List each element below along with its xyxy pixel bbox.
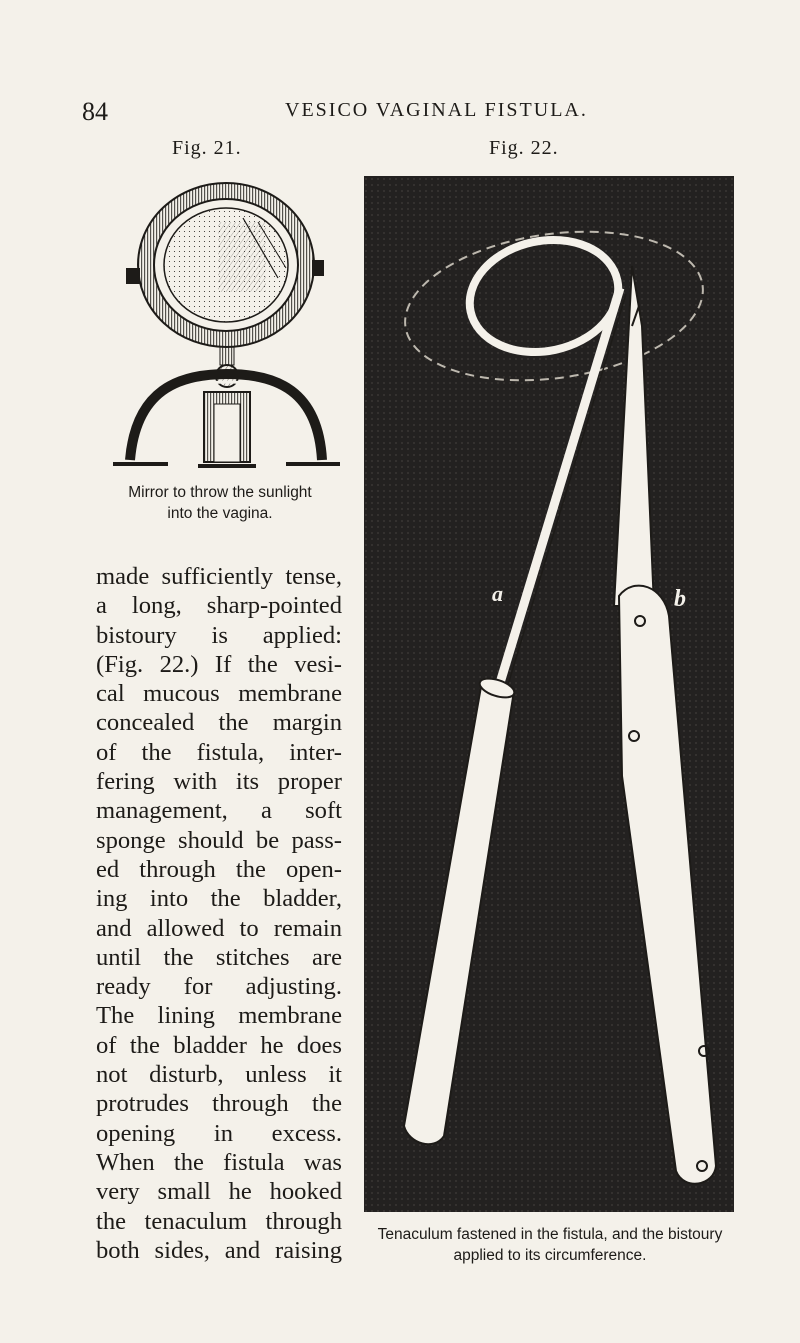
marker-b: b	[674, 586, 686, 612]
text-line: cal mucous membrane	[96, 680, 342, 708]
caption-line: into the vagina.	[167, 505, 273, 522]
text-line: protrudes through the	[96, 1090, 342, 1118]
marker-a: a	[492, 581, 503, 606]
text-line: fering with its proper	[96, 768, 342, 796]
tenaculum-bistoury-illustration	[364, 176, 734, 1212]
text-line: very small he hooked	[96, 1178, 342, 1206]
text-line: (Fig. 22.) If the vesi-	[96, 650, 342, 678]
text-line: ed through the open-	[96, 855, 342, 883]
figure-21-caption	[90, 482, 350, 524]
text-line: the tenaculum through	[96, 1207, 342, 1235]
text-line: made sufficiently tense,	[96, 563, 342, 590]
text-line: When the fistula was	[96, 1148, 342, 1176]
caption-line: applied to its circumference.	[453, 1247, 647, 1264]
text-line: both sides, and raising	[96, 1236, 342, 1264]
text-line: of the fistula, inter-	[96, 738, 342, 766]
text-line: ing into the bladder,	[96, 885, 342, 913]
body-paragraph	[96, 562, 342, 1265]
text-line: of the bladder he does	[96, 1031, 342, 1059]
figure-21-label: Fig. 21.	[172, 137, 242, 159]
running-head: VESICO VAGINAL FISTULA.	[285, 99, 588, 121]
text-line: ready for adjusting.	[96, 973, 342, 1001]
text-line: The lining membrane	[96, 1002, 342, 1030]
text-line: until the stitches are	[96, 943, 342, 971]
text-line: not disturb, unless it	[96, 1061, 342, 1089]
text-line: management, a soft	[96, 797, 342, 825]
text-line: opening in excess.	[96, 1119, 342, 1147]
caption-line: Tenaculum fastened in the fistula, and the bistoury	[377, 1226, 723, 1243]
figure-22-label: Fig. 22.	[489, 137, 559, 159]
text-line: a long, sharp-pointed	[96, 592, 342, 620]
text-line: and allowed to remain	[96, 914, 342, 942]
mirror-stand-illustration	[108, 160, 348, 490]
figure-22-caption	[350, 1224, 750, 1266]
caption-line: Mirror to throw the sunlight	[128, 484, 312, 501]
page-number: 84	[82, 97, 108, 126]
text-line: sponge should be pass-	[96, 826, 342, 854]
text-line: concealed the margin	[96, 709, 342, 737]
text-line: bistoury is applied:	[96, 621, 342, 649]
